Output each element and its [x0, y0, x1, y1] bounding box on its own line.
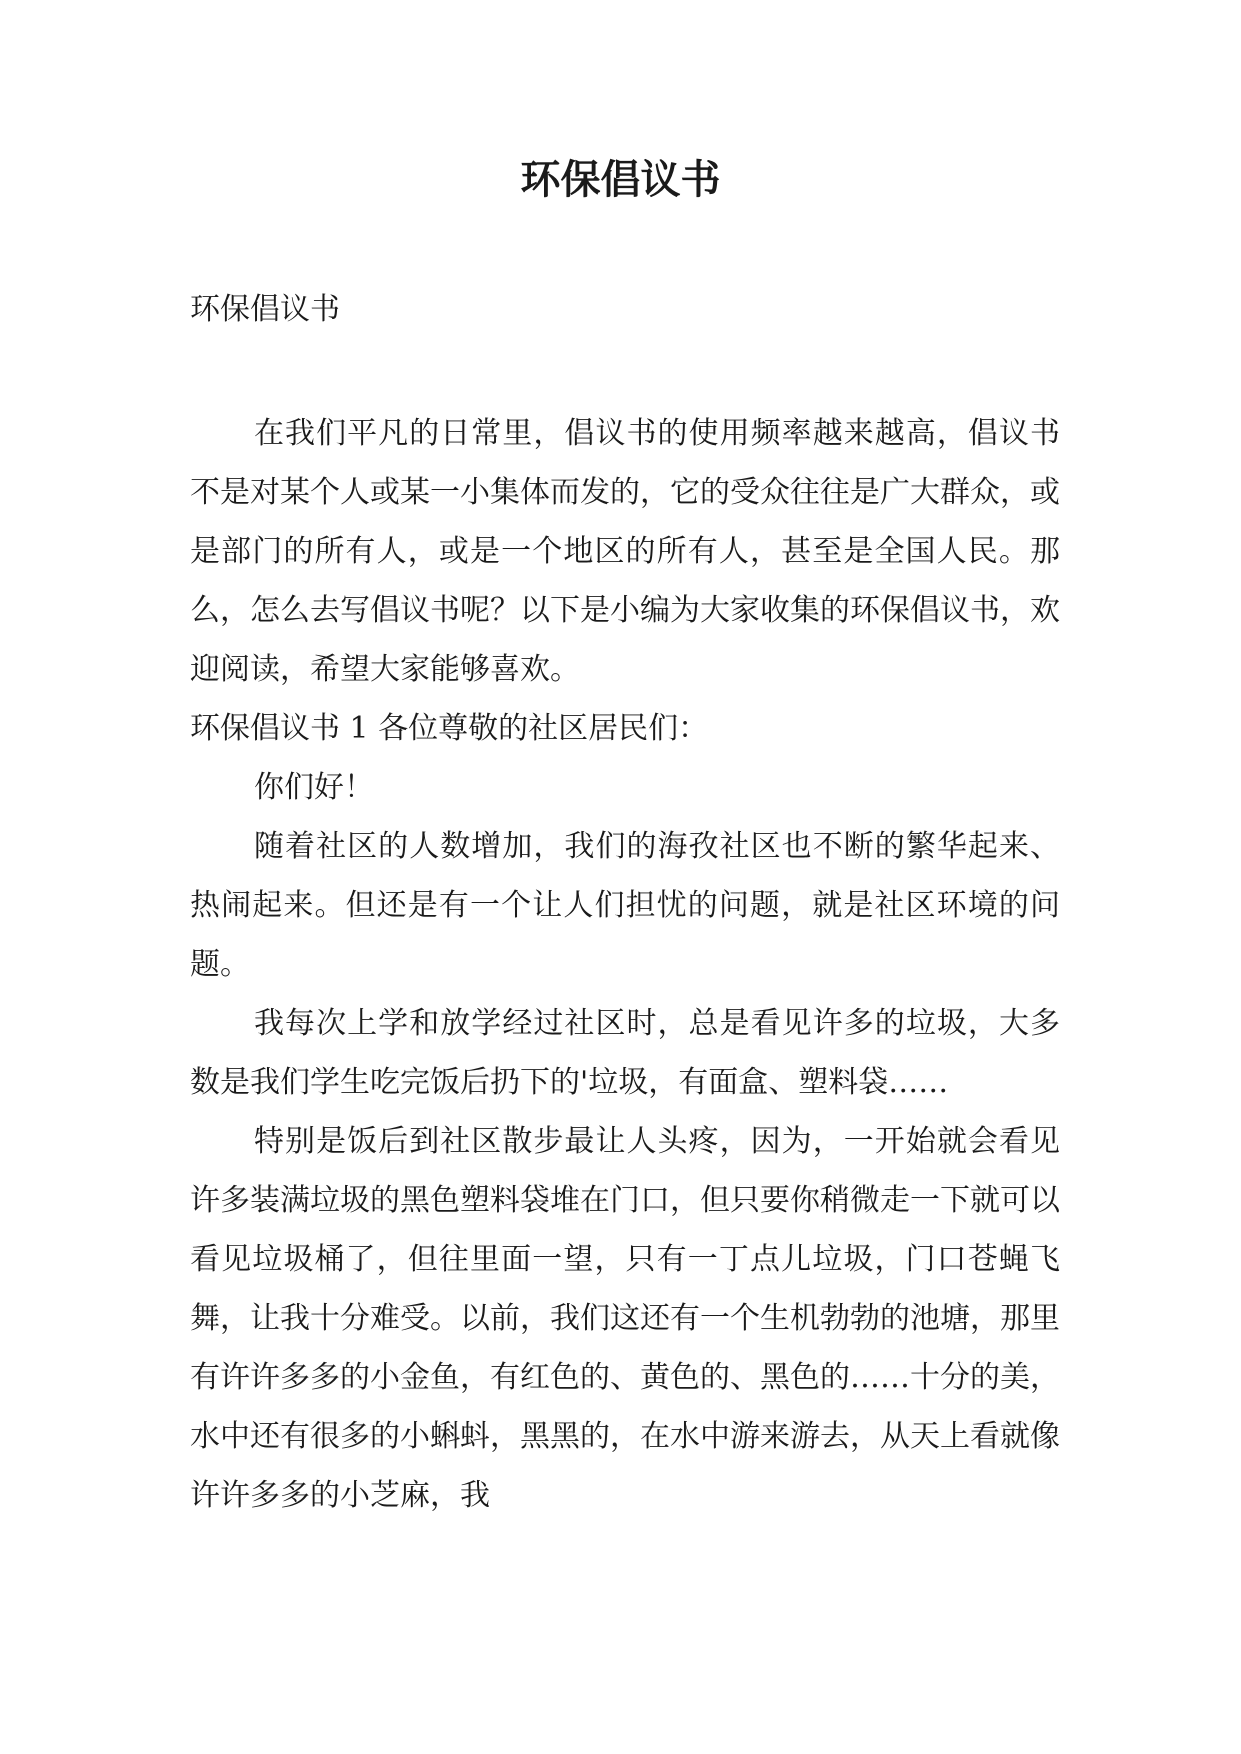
paragraph: 在我们平凡的日常里，倡议书的使用频率越来越高，倡议书不是对某个人或某一小集体而发的，它的受众往往是广大群众，或是部门的所有人，或是一个地区的所有人，甚至是全国人民。那么，怎么去写倡议书呢？以下是小编为大家收集的环保倡议书，欢迎阅读，希望大家能够喜欢。 — [190, 416, 1060, 687]
document-title: 环保倡议书 — [520, 157, 721, 203]
paragraph: 你们好！ — [254, 770, 374, 805]
document-subtitle: 环保倡议书 — [190, 292, 340, 327]
paragraph: 我每次上学和放学经过社区时，总是看见许多的垃圾，大多数是我们学生吃完饭后扔下的'垃圾，有面盒、塑料袋…… — [190, 1006, 1060, 1100]
paragraph: 随着社区的人数增加，我们的海孜社区也不断的繁华起来、热闹起来。但还是有一个让人们担忧的问题，就是社区环境的问题。 — [190, 829, 1060, 982]
paragraph: 特别是饭后到社区散步最让人头疼，因为，一开始就会看见许多装满垃圾的黑色塑料袋堆在门口，但只要你稍微走一下就可以看见垃圾桶了，但往里面一望，只有一丁点儿垃圾，门口苍蝇飞舞，让我十分难受。以前，我们这还有一个生机勃勃的池塘，那里有许许多多的小金鱼，有红色的、黄色的、黑色的……十分的美，水中还有很多的小蝌蚪，黑黑的，在水中游来游去，从天上看就像许许多多的小芝麻，我 — [190, 1124, 1060, 1513]
paragraph: 环保倡议书 1 各位尊敬的社区居民们： — [190, 711, 709, 746]
document-body — [190, 404, 1060, 1525]
